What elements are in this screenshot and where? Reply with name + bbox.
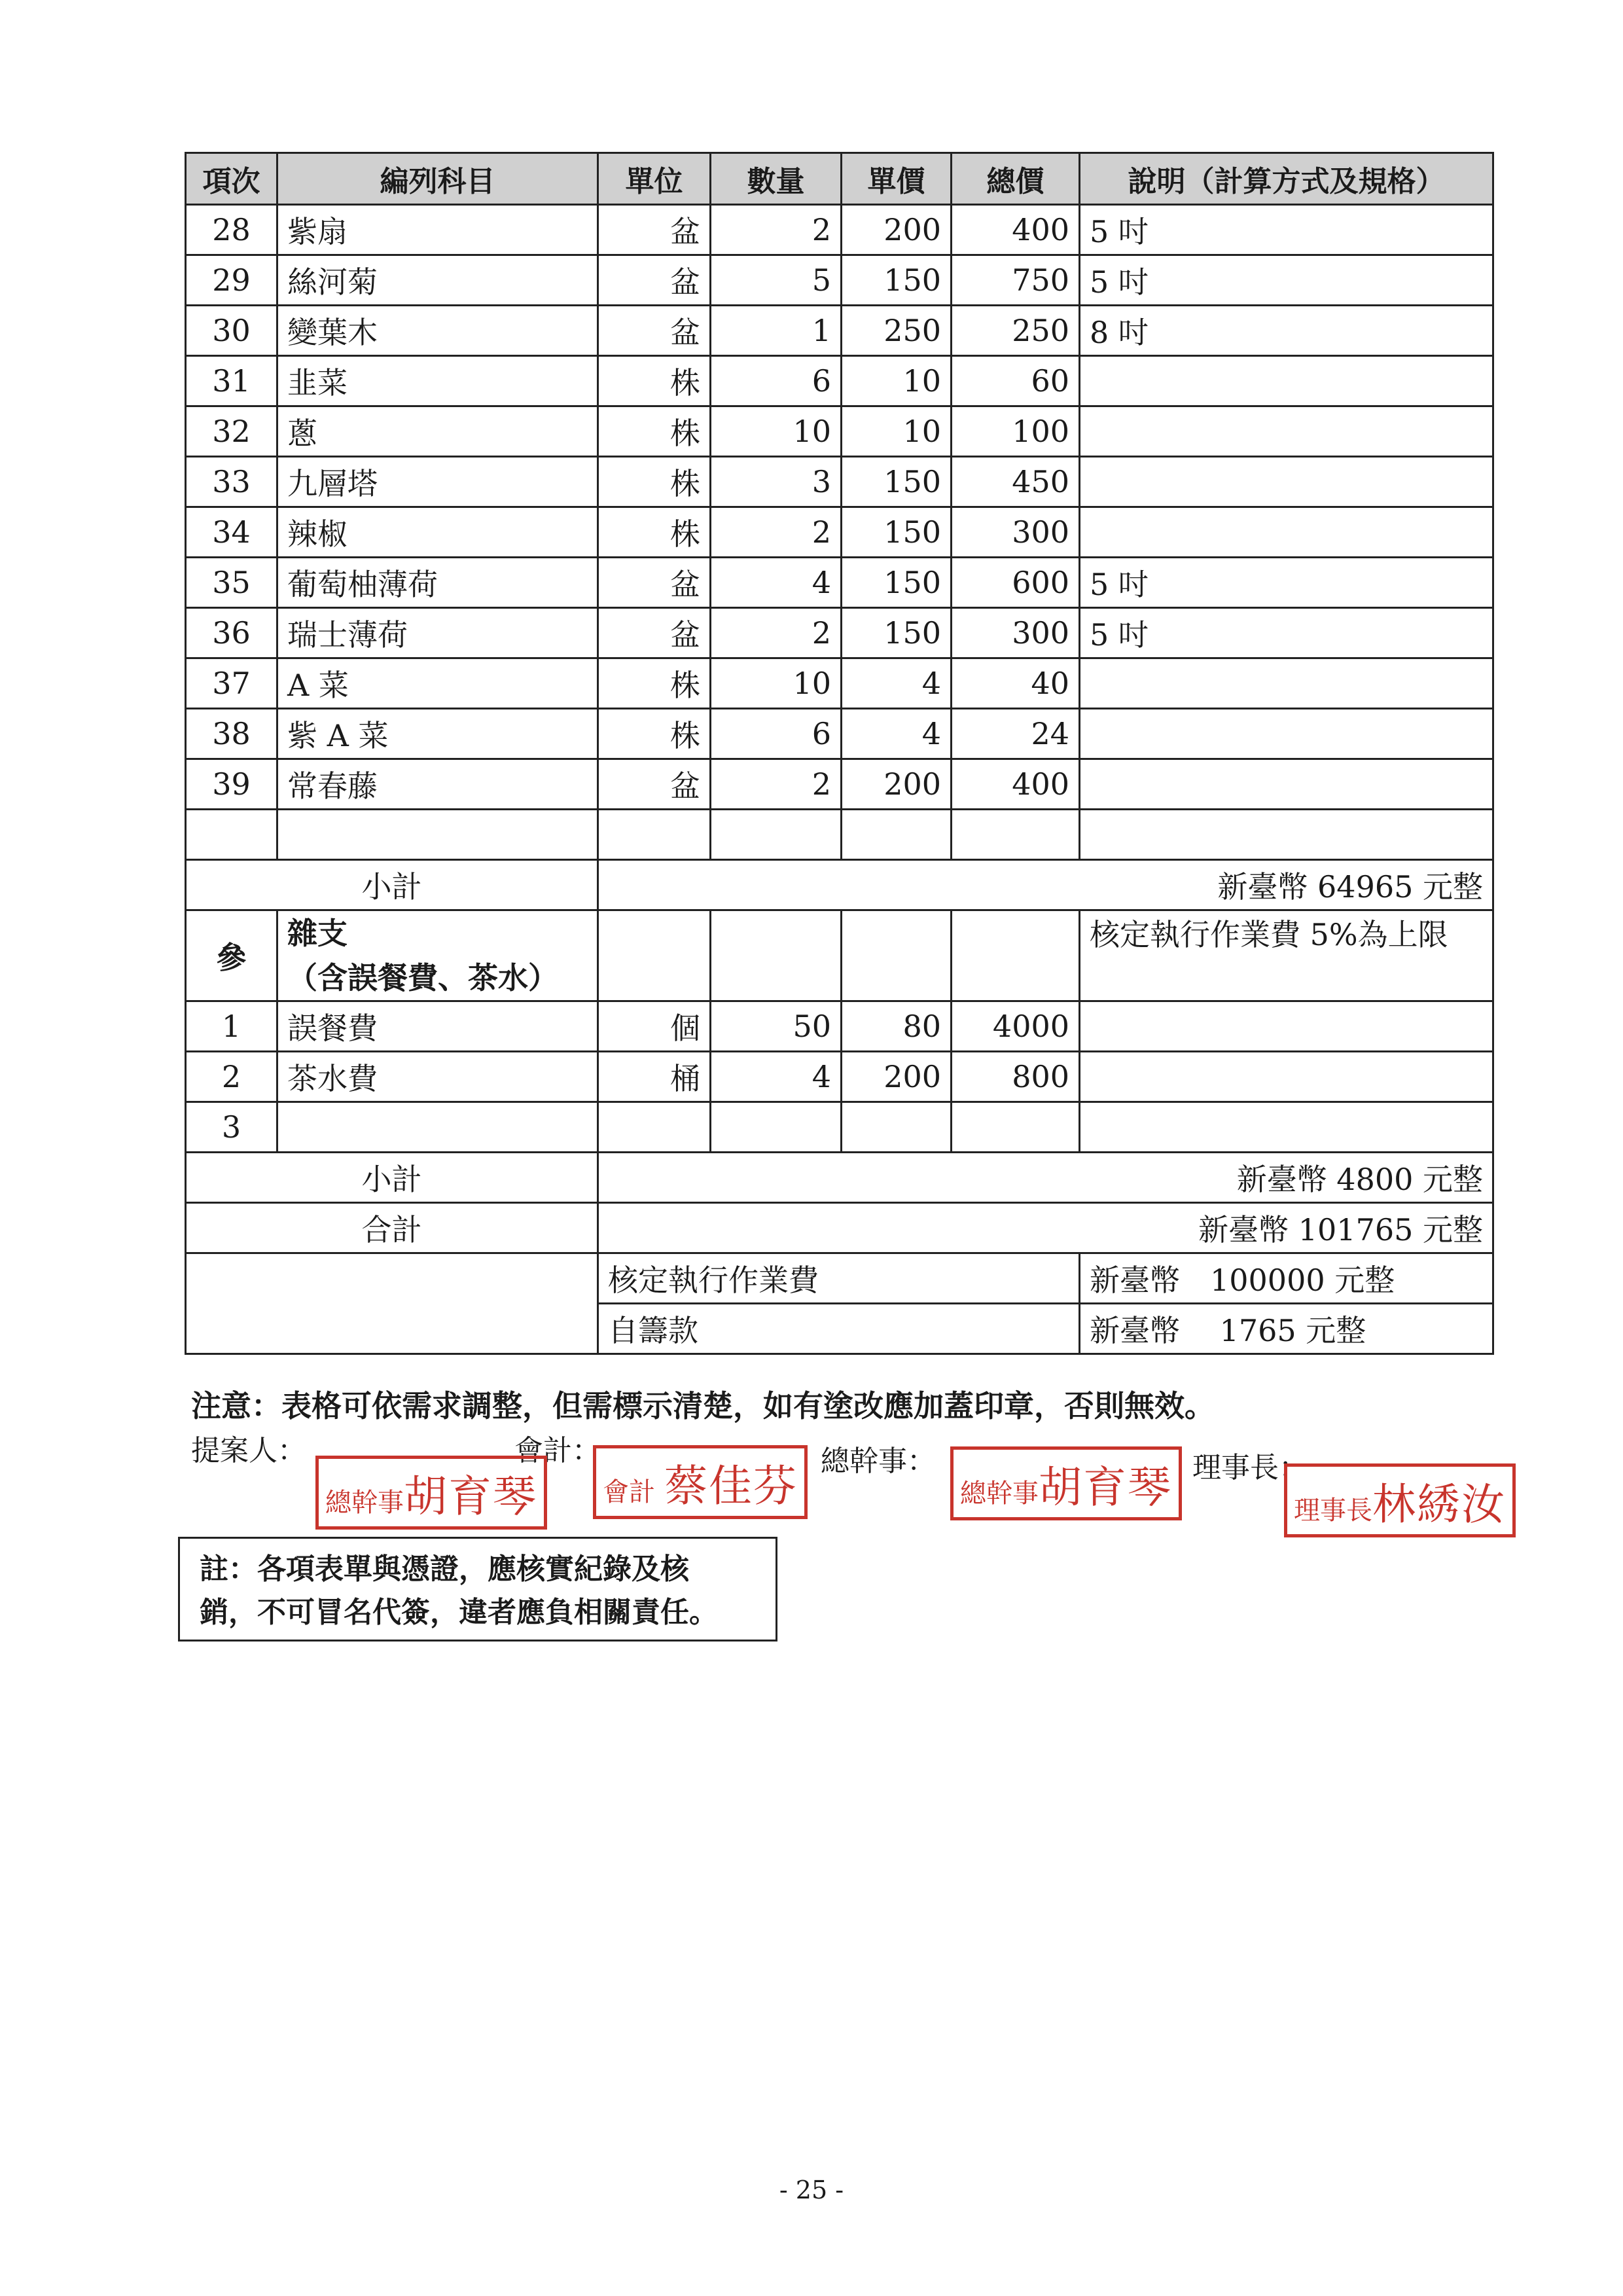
stamp-title: 理事長 [1294,1496,1372,1526]
subtotal-label: 小計 [186,1153,598,1203]
subtotal-value: 新臺幣 4800 元整 [598,1153,1493,1203]
self-funded-value: 新臺幣 1765 元整 [1080,1304,1493,1354]
cell-qty: 4 [711,558,842,608]
table-row [186,406,1493,457]
cell-item: 茶水費 [277,1052,598,1102]
table-row [186,356,1493,406]
remark-box [178,1537,777,1641]
table-row [186,1052,1493,1102]
table-row [186,1001,1493,1052]
cell-no: 33 [186,457,277,507]
cell-no: 1 [186,1001,277,1052]
cell-item: 誤餐費 [277,1001,598,1052]
cell-unit: 株 [598,356,711,406]
cell-total: 40 [952,658,1080,709]
accountant-label: 會計： [514,1434,601,1467]
cell-price [842,1102,952,1153]
notice-text: 注意：表格可依需求調整，但需標示清楚，如有塗改應加蓋印章，否則無效。 [191,1388,1215,1424]
cell-unit: 盆 [598,205,711,255]
cell-price: 250 [842,306,952,356]
cell-price: 10 [842,356,952,406]
subtotal-label: 小計 [186,860,598,910]
stamp-title: 總幹事 [325,1488,404,1518]
header-unit: 單位 [598,153,711,205]
cell-note: 5 吋 [1080,608,1493,658]
stamp-name: 蔡佳芬 [664,1461,798,1511]
cell-item: 紫 A 菜 [277,709,598,759]
cell-note: 5 吋 [1080,255,1493,306]
cell-qty: 1 [711,306,842,356]
cell-note [1080,759,1493,810]
cell-unit: 盆 [598,255,711,306]
cell-item: 絲河菊 [277,255,598,306]
header-total: 總價 [952,153,1080,205]
cell-total [952,1102,1080,1153]
cell-no: 31 [186,356,277,406]
cell-price: 4 [842,658,952,709]
cell-no: 28 [186,205,277,255]
cell-unit: 株 [598,709,711,759]
proposer-label: 提案人： [191,1434,306,1467]
section3-title [277,910,598,1001]
cell-qty [711,1102,842,1153]
cell-unit: 盆 [598,759,711,810]
section3-no: 參 [186,910,277,1001]
table-row [186,457,1493,507]
cell-no: 30 [186,306,277,356]
cell-note [1080,457,1493,507]
table-row [186,658,1493,709]
cell-item: 紫扇 [277,205,598,255]
cell-note [1080,1102,1493,1153]
header-item: 編列科目 [277,153,598,205]
subtotal-row [186,1153,1493,1203]
cell-unit [598,1102,711,1153]
table-row [186,306,1493,356]
stamp-chairman [1284,1463,1516,1537]
stamp-name: 胡育琴 [404,1471,537,1522]
stamp-name: 胡育琴 [1039,1462,1172,1513]
secretary-label: 總幹事： [821,1444,936,1478]
table-row [186,759,1493,810]
header-price: 單價 [842,153,952,205]
cell-note: 5 吋 [1080,205,1493,255]
cell-unit: 株 [598,658,711,709]
cell-qty: 5 [711,255,842,306]
remark-line-2: 銷，不可冒名代簽，違者應負相關責任。 [200,1596,718,1629]
cell-no: 38 [186,709,277,759]
cell-price: 200 [842,759,952,810]
subtotal-row [186,860,1493,910]
cell-price: 150 [842,608,952,658]
cell-unit: 盆 [598,306,711,356]
cell-qty: 3 [711,457,842,507]
section3-row [186,910,1493,1001]
header-no: 項次 [186,153,277,205]
table-row [186,558,1493,608]
cell-unit: 株 [598,507,711,558]
cell-no: 34 [186,507,277,558]
section3-title-line1: 雜支 [287,916,348,951]
approved-label: 核定執行作業費 [598,1253,1080,1304]
cell-no: 2 [186,1052,277,1102]
table-row [186,205,1493,255]
cell-item: 變葉木 [277,306,598,356]
header-note: 說明（計算方式及規格） [1080,153,1493,205]
cell-total: 250 [952,306,1080,356]
cell-no: 35 [186,558,277,608]
cell-qty: 6 [711,356,842,406]
cell-no: 37 [186,658,277,709]
stamp-name: 林綉汝 [1372,1479,1506,1530]
cell-note [1080,1052,1493,1102]
cell-item: 瑞士薄荷 [277,608,598,658]
header-qty: 數量 [711,153,842,205]
cell-qty: 2 [711,205,842,255]
cell-note: 8 吋 [1080,306,1493,356]
cell-total: 400 [952,205,1080,255]
section3-title-line2: （含誤餐費、茶水） [287,960,558,996]
total-label: 合計 [186,1203,598,1253]
approved-value: 新臺幣 100000 元整 [1080,1253,1493,1304]
cell-qty: 50 [711,1001,842,1052]
cell-item [277,1102,598,1153]
cell-unit: 盆 [598,608,711,658]
cell-item: 常春藤 [277,759,598,810]
cell-item: 辣椒 [277,507,598,558]
cell-total: 750 [952,255,1080,306]
cell-item: A 菜 [277,658,598,709]
cell-total: 100 [952,406,1080,457]
cell-note [1080,1001,1493,1052]
cell-item: 韭菜 [277,356,598,406]
cell-item: 葡萄柚薄荷 [277,558,598,608]
cell-no: 36 [186,608,277,658]
cell-unit: 株 [598,406,711,457]
cell-item: 蔥 [277,406,598,457]
stamp-secretary [950,1446,1182,1520]
stamp-secretary-proposer [315,1456,547,1530]
cell-qty: 6 [711,709,842,759]
cell-price: 200 [842,1052,952,1102]
stamp-title: 總幹事 [960,1479,1039,1509]
cell-note [1080,658,1493,709]
cell-total: 600 [952,558,1080,608]
cell-total: 300 [952,608,1080,658]
table-header-row [186,153,1493,205]
cell-price: 10 [842,406,952,457]
table-row [186,1102,1493,1153]
total-row [186,1203,1493,1253]
empty-row [186,810,1493,860]
cell-unit: 株 [598,457,711,507]
cell-total: 24 [952,709,1080,759]
cell-total: 800 [952,1052,1080,1102]
cell-unit: 桶 [598,1052,711,1102]
cell-item: 九層塔 [277,457,598,507]
stamp-title: 會計 [603,1477,655,1507]
chairman-label: 理事長： [1192,1451,1308,1484]
cell-total: 4000 [952,1001,1080,1052]
cell-total: 400 [952,759,1080,810]
cell-total: 300 [952,507,1080,558]
total-value: 新臺幣 101765 元整 [598,1203,1493,1253]
cell-total: 450 [952,457,1080,507]
cell-no: 32 [186,406,277,457]
cell-note [1080,507,1493,558]
cell-price: 80 [842,1001,952,1052]
cell-qty: 2 [711,759,842,810]
cell-note: 5 吋 [1080,558,1493,608]
cell-qty: 10 [711,658,842,709]
cell-note [1080,709,1493,759]
cell-price: 4 [842,709,952,759]
budget-table [185,152,1494,1355]
cell-price: 200 [842,205,952,255]
cell-qty: 2 [711,507,842,558]
cell-unit: 盆 [598,558,711,608]
cell-price: 150 [842,457,952,507]
cell-no: 39 [186,759,277,810]
cell-qty: 10 [711,406,842,457]
table-row [186,709,1493,759]
cell-note [1080,356,1493,406]
cell-unit: 個 [598,1001,711,1052]
signature-area [191,1427,1506,1530]
page-number: - 25 - [779,2176,844,2204]
cell-note [1080,406,1493,457]
cell-price: 150 [842,558,952,608]
stamp-accountant [593,1445,808,1519]
self-funded-label: 自籌款 [598,1304,1080,1354]
table-row [186,255,1493,306]
cell-no: 3 [186,1102,277,1153]
table-row [186,507,1493,558]
cell-qty: 2 [711,608,842,658]
approved-row [186,1253,1493,1304]
cell-qty: 4 [711,1052,842,1102]
funding-blank [186,1253,598,1354]
cell-price: 150 [842,507,952,558]
cell-total: 60 [952,356,1080,406]
cell-no: 29 [186,255,277,306]
table-row [186,608,1493,658]
remark-line-1: 註：各項表單與憑證，應核實紀錄及核 [200,1552,689,1586]
cell-price: 150 [842,255,952,306]
subtotal-value: 新臺幣 64965 元整 [598,860,1493,910]
section3-note: 核定執行作業費 5%為上限 [1080,910,1493,1001]
